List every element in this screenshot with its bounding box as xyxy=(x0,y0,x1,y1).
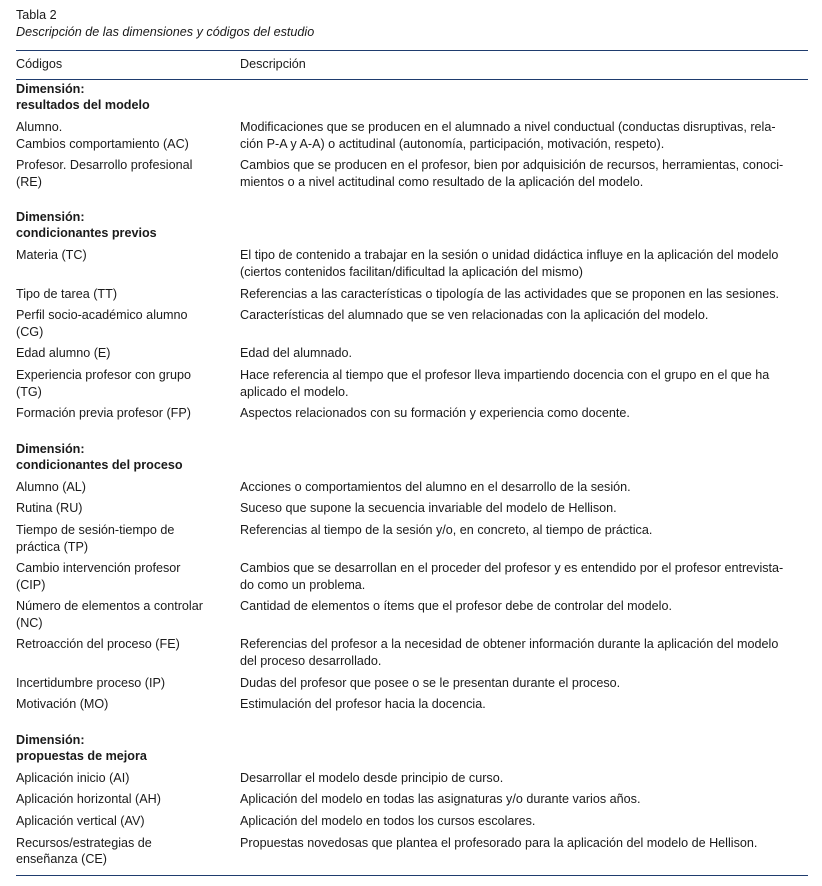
table-row xyxy=(16,835,808,868)
description-cell: Referencias a las características o tipología de las actividades que se proponen en las sesiones. xyxy=(240,286,780,301)
description-cell: Cambios que se desarrollan en el proceder del profesor y es entendido por el profesor entrevista- do como un problema. xyxy=(240,561,784,592)
header-description: Descripción xyxy=(240,57,306,71)
dimension-prefix: Dimensión: xyxy=(16,732,85,747)
description-cell: Aplicación del modelo en todos los cursos escolares. xyxy=(240,814,536,829)
dimension-name: resultados del modelo xyxy=(16,98,150,112)
table-row xyxy=(16,479,808,496)
description-cell: Aspectos relacionados con su formación y experiencia como docente. xyxy=(240,406,630,421)
top-rule xyxy=(16,50,808,51)
code-cell: Materia (TC) xyxy=(16,248,87,263)
table-row xyxy=(16,157,808,190)
dimension-heading xyxy=(16,731,808,770)
dimension-prefix: Dimensión: xyxy=(16,441,85,456)
code-cell: Profesor. Desarrollo profesional (RE) xyxy=(16,158,193,189)
dimension-name: condicionantes previos xyxy=(16,226,157,241)
table-row xyxy=(16,696,808,713)
table-row xyxy=(16,636,808,669)
code-cell: Alumno. Cambios comportamiento (AC) xyxy=(16,120,189,151)
description-cell: Aplicación del modelo en todas las asignaturas y/o durante varios años. xyxy=(240,792,641,807)
code-cell: Retroacción del proceso (FE) xyxy=(16,637,180,652)
table-row xyxy=(16,345,808,362)
table-body xyxy=(16,80,808,873)
table-title: Descripción de las dimensiones y códigos del estudio xyxy=(16,25,315,39)
code-cell: Incertidumbre proceso (IP) xyxy=(16,675,166,690)
table-row xyxy=(16,770,808,787)
table-row xyxy=(16,522,808,555)
table-row xyxy=(16,675,808,692)
dimension-heading xyxy=(16,80,808,119)
dimension-prefix: Dimensión: xyxy=(16,82,85,96)
code-cell: Formación previa profesor (FP) xyxy=(16,406,191,421)
header-codes: Códigos xyxy=(16,57,63,71)
description-cell: Dudas del profesor que posee o se le presentan durante el proceso. xyxy=(240,675,621,690)
description-cell: El tipo de contenido a trabajar en la sesión o unidad didáctica influye en la aplicación del modelo (ciertos contenidos facilitan/dificultad la aplicación del mismo) xyxy=(240,248,779,279)
table-row xyxy=(16,500,808,517)
code-cell: Experiencia profesor con grupo (TG) xyxy=(16,367,192,399)
code-cell: Motivación (MO) xyxy=(16,697,109,712)
description-cell: Cambios que se producen en el profesor, bien por adquisición de recursos, herramientas, conoci- mientos o a nivel actitudinal como resultado de la aplicación del modelo. xyxy=(240,158,784,189)
description-cell: Edad del alumnado. xyxy=(240,346,353,361)
code-cell: Recursos/estrategias de enseñanza (CE) xyxy=(16,835,152,867)
code-cell: Aplicación inicio (AI) xyxy=(16,770,130,785)
dimension-name: propuestas de mejora xyxy=(16,748,147,763)
description-cell: Desarrollar el modelo desde principio de curso. xyxy=(240,770,504,785)
table-row xyxy=(16,813,808,830)
code-cell: Tiempo de sesión-tiempo de práctica (TP) xyxy=(16,522,175,554)
table-row xyxy=(16,247,808,280)
table-label: Tabla 2 xyxy=(16,8,57,22)
section-gap xyxy=(16,427,808,440)
description-cell: Modificaciones que se producen en el alumnado a nivel conductual (conductas disruptivas, rela- ción P-A y A-A) o actitudinal (autonomía, participación, motivación, respeto). xyxy=(240,120,776,151)
code-cell: Aplicación vertical (AV) xyxy=(16,814,145,829)
dimension-prefix: Dimensión: xyxy=(16,210,85,225)
description-cell: Acciones o comportamientos del alumno en el desarrollo de la sesión. xyxy=(240,479,631,494)
code-cell: Edad alumno (E) xyxy=(16,346,111,361)
code-cell: Rutina (RU) xyxy=(16,501,83,516)
description-cell: Referencias del profesor a la necesidad de obtener información durante la aplicación del modelo del proceso desarrollado. xyxy=(240,637,779,669)
description-cell: Hace referencia al tiempo que el profesor lleva impartiendo docencia con el grupo en el que ha aplicado el modelo. xyxy=(240,367,770,399)
section-gap xyxy=(16,718,808,731)
table-caption xyxy=(16,7,314,41)
code-cell: Tipo de tarea (TT) xyxy=(16,286,118,301)
table-row xyxy=(16,286,808,303)
description-cell: Propuestas novedosas que plantea el profesorado para la aplicación del modelo de Hellison. xyxy=(240,835,758,850)
code-cell: Número de elementos a controlar (NC) xyxy=(16,599,203,630)
code-cell: Aplicación horizontal (AH) xyxy=(16,792,161,807)
dimension-heading xyxy=(16,440,808,479)
table-row xyxy=(16,119,808,152)
description-cell: Referencias al tiempo de la sesión y/o, en concreto, al tiempo de práctica. xyxy=(240,522,653,537)
code-cell: Perfil socio-académico alumno (CG) xyxy=(16,308,188,339)
description-cell: Características del alumnado que se ven relacionadas con la aplicación del modelo. xyxy=(240,308,709,323)
description-cell: Suceso que supone la secuencia invariable del modelo de Hellison. xyxy=(240,501,617,516)
table-row xyxy=(16,598,808,631)
section-gap xyxy=(16,195,808,208)
table-header xyxy=(16,57,808,73)
dimension-heading xyxy=(16,208,808,247)
table-row xyxy=(16,367,808,400)
table-row xyxy=(16,791,808,808)
code-cell: Alumno (AL) xyxy=(16,479,86,494)
dimension-name: condicionantes del proceso xyxy=(16,457,183,472)
bottom-rule xyxy=(16,875,808,876)
code-cell: Cambio intervención profesor (CIP) xyxy=(16,561,181,592)
description-cell: Cantidad de elementos o ítems que el profesor debe de controlar del modelo. xyxy=(240,599,672,614)
table-row xyxy=(16,405,808,422)
table-row xyxy=(16,307,808,340)
table-row xyxy=(16,560,808,593)
description-cell: Estimulación del profesor hacia la docencia. xyxy=(240,697,486,712)
